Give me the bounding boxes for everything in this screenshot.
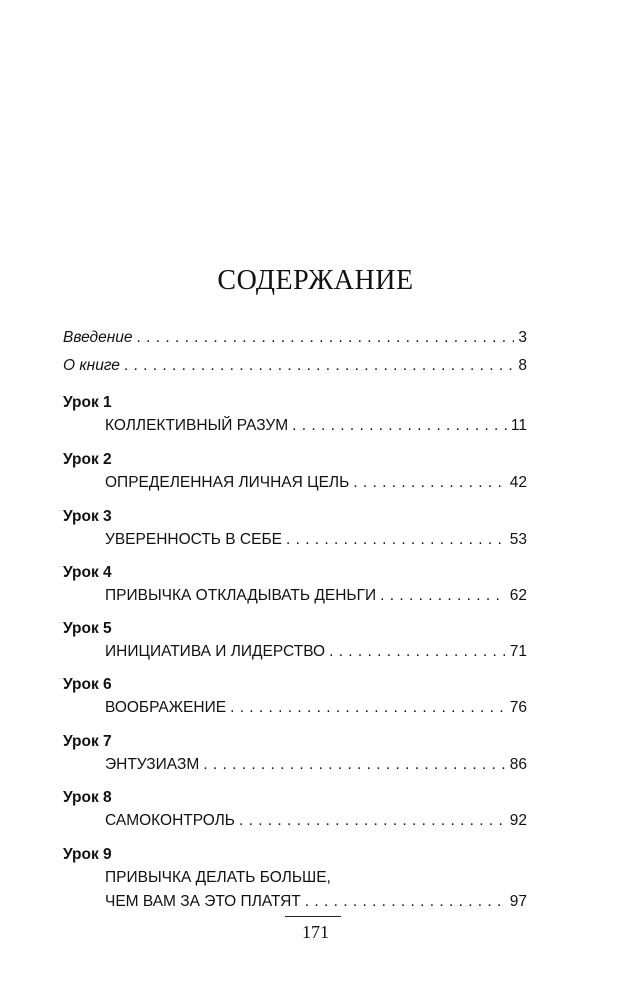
toc-entry-label: ПРИВЫЧКА ОТКЛАДЫВАТЬ ДЕНЬГИ	[105, 587, 377, 604]
toc-entry-page: 3	[518, 329, 527, 346]
toc-entry-lesson[interactable]	[105, 811, 527, 831]
lesson-heading: Урок 4	[63, 564, 112, 581]
dot-leader	[137, 328, 515, 348]
toc-entry-about[interactable]	[63, 356, 527, 376]
lesson-heading: Урок 2	[63, 451, 112, 468]
lesson-heading: Урок 5	[63, 620, 112, 637]
toc-entry-page: 92	[509, 812, 527, 829]
dot-leader	[286, 530, 506, 550]
toc-entry-page: 53	[509, 531, 527, 548]
lesson-heading: Урок 7	[63, 733, 112, 750]
toc-entry-lesson[interactable]	[105, 530, 527, 550]
page-number-rule	[285, 916, 341, 917]
lesson-heading: Урок 3	[63, 508, 112, 525]
toc-entry-lesson[interactable]	[105, 892, 527, 912]
dot-leader	[292, 416, 507, 436]
toc-entry-page: 97	[509, 893, 527, 910]
toc-entry-label: КОЛЛЕКТИВНЫЙ РАЗУМ	[105, 417, 289, 434]
dot-leader	[230, 698, 506, 718]
toc-entry-page: 62	[509, 587, 527, 604]
toc-entry-lesson[interactable]	[105, 416, 527, 436]
toc-entry-lesson[interactable]	[105, 642, 527, 662]
dot-leader	[329, 642, 506, 662]
toc-entry-page: 76	[509, 699, 527, 716]
dot-leader	[203, 755, 506, 775]
toc-entry-lesson[interactable]	[105, 698, 527, 718]
toc-entry-label: ВООБРАЖЕНИЕ	[105, 699, 227, 716]
dot-leader	[124, 356, 514, 376]
toc-entry-label-line1: ПРИВЫЧКА ДЕЛАТЬ БОЛЬШЕ,	[105, 869, 331, 886]
toc-entry-page: 11	[510, 417, 527, 434]
toc-entry-label: УВЕРЕННОСТЬ В СЕБЕ	[105, 531, 282, 548]
toc-entry-label: ОПРЕДЕЛЕННАЯ ЛИЧНАЯ ЦЕЛЬ	[105, 474, 350, 491]
toc-entry-page: 71	[509, 643, 527, 660]
lesson-heading: Урок 9	[63, 846, 112, 863]
toc-entry-label: ИНИЦИАТИВА И ЛИДЕРСТВО	[105, 643, 326, 660]
dot-leader	[353, 473, 505, 493]
lesson-heading: Урок 6	[63, 676, 112, 693]
lesson-heading: Урок 1	[63, 394, 112, 411]
toc-entry-label: ЭНТУЗИАЗМ	[105, 756, 200, 773]
toc-entry-page: 42	[509, 474, 527, 491]
dot-leader	[380, 586, 506, 606]
page-title: СОДЕРЖАНИЕ	[217, 265, 414, 296]
page-number: 171	[302, 922, 329, 942]
toc-entry-page: 8	[518, 357, 527, 374]
toc-entry-intro[interactable]	[63, 328, 527, 348]
dot-leader	[305, 892, 506, 912]
toc-entry-lesson[interactable]	[105, 586, 527, 606]
toc-entry-label: О книге	[63, 357, 120, 374]
toc-entry-label: САМОКОНТРОЛЬ	[105, 812, 235, 829]
toc-entry-lesson[interactable]	[105, 755, 527, 775]
toc-entry-label: ЧЕМ ВАМ ЗА ЭТО ПЛАТЯТ	[105, 893, 301, 910]
lesson-heading: Урок 8	[63, 789, 112, 806]
toc-entry-page: 86	[509, 756, 527, 773]
toc-entry-label: Введение	[63, 329, 133, 346]
toc-entry-lesson[interactable]	[105, 473, 527, 493]
dot-leader	[239, 811, 506, 831]
